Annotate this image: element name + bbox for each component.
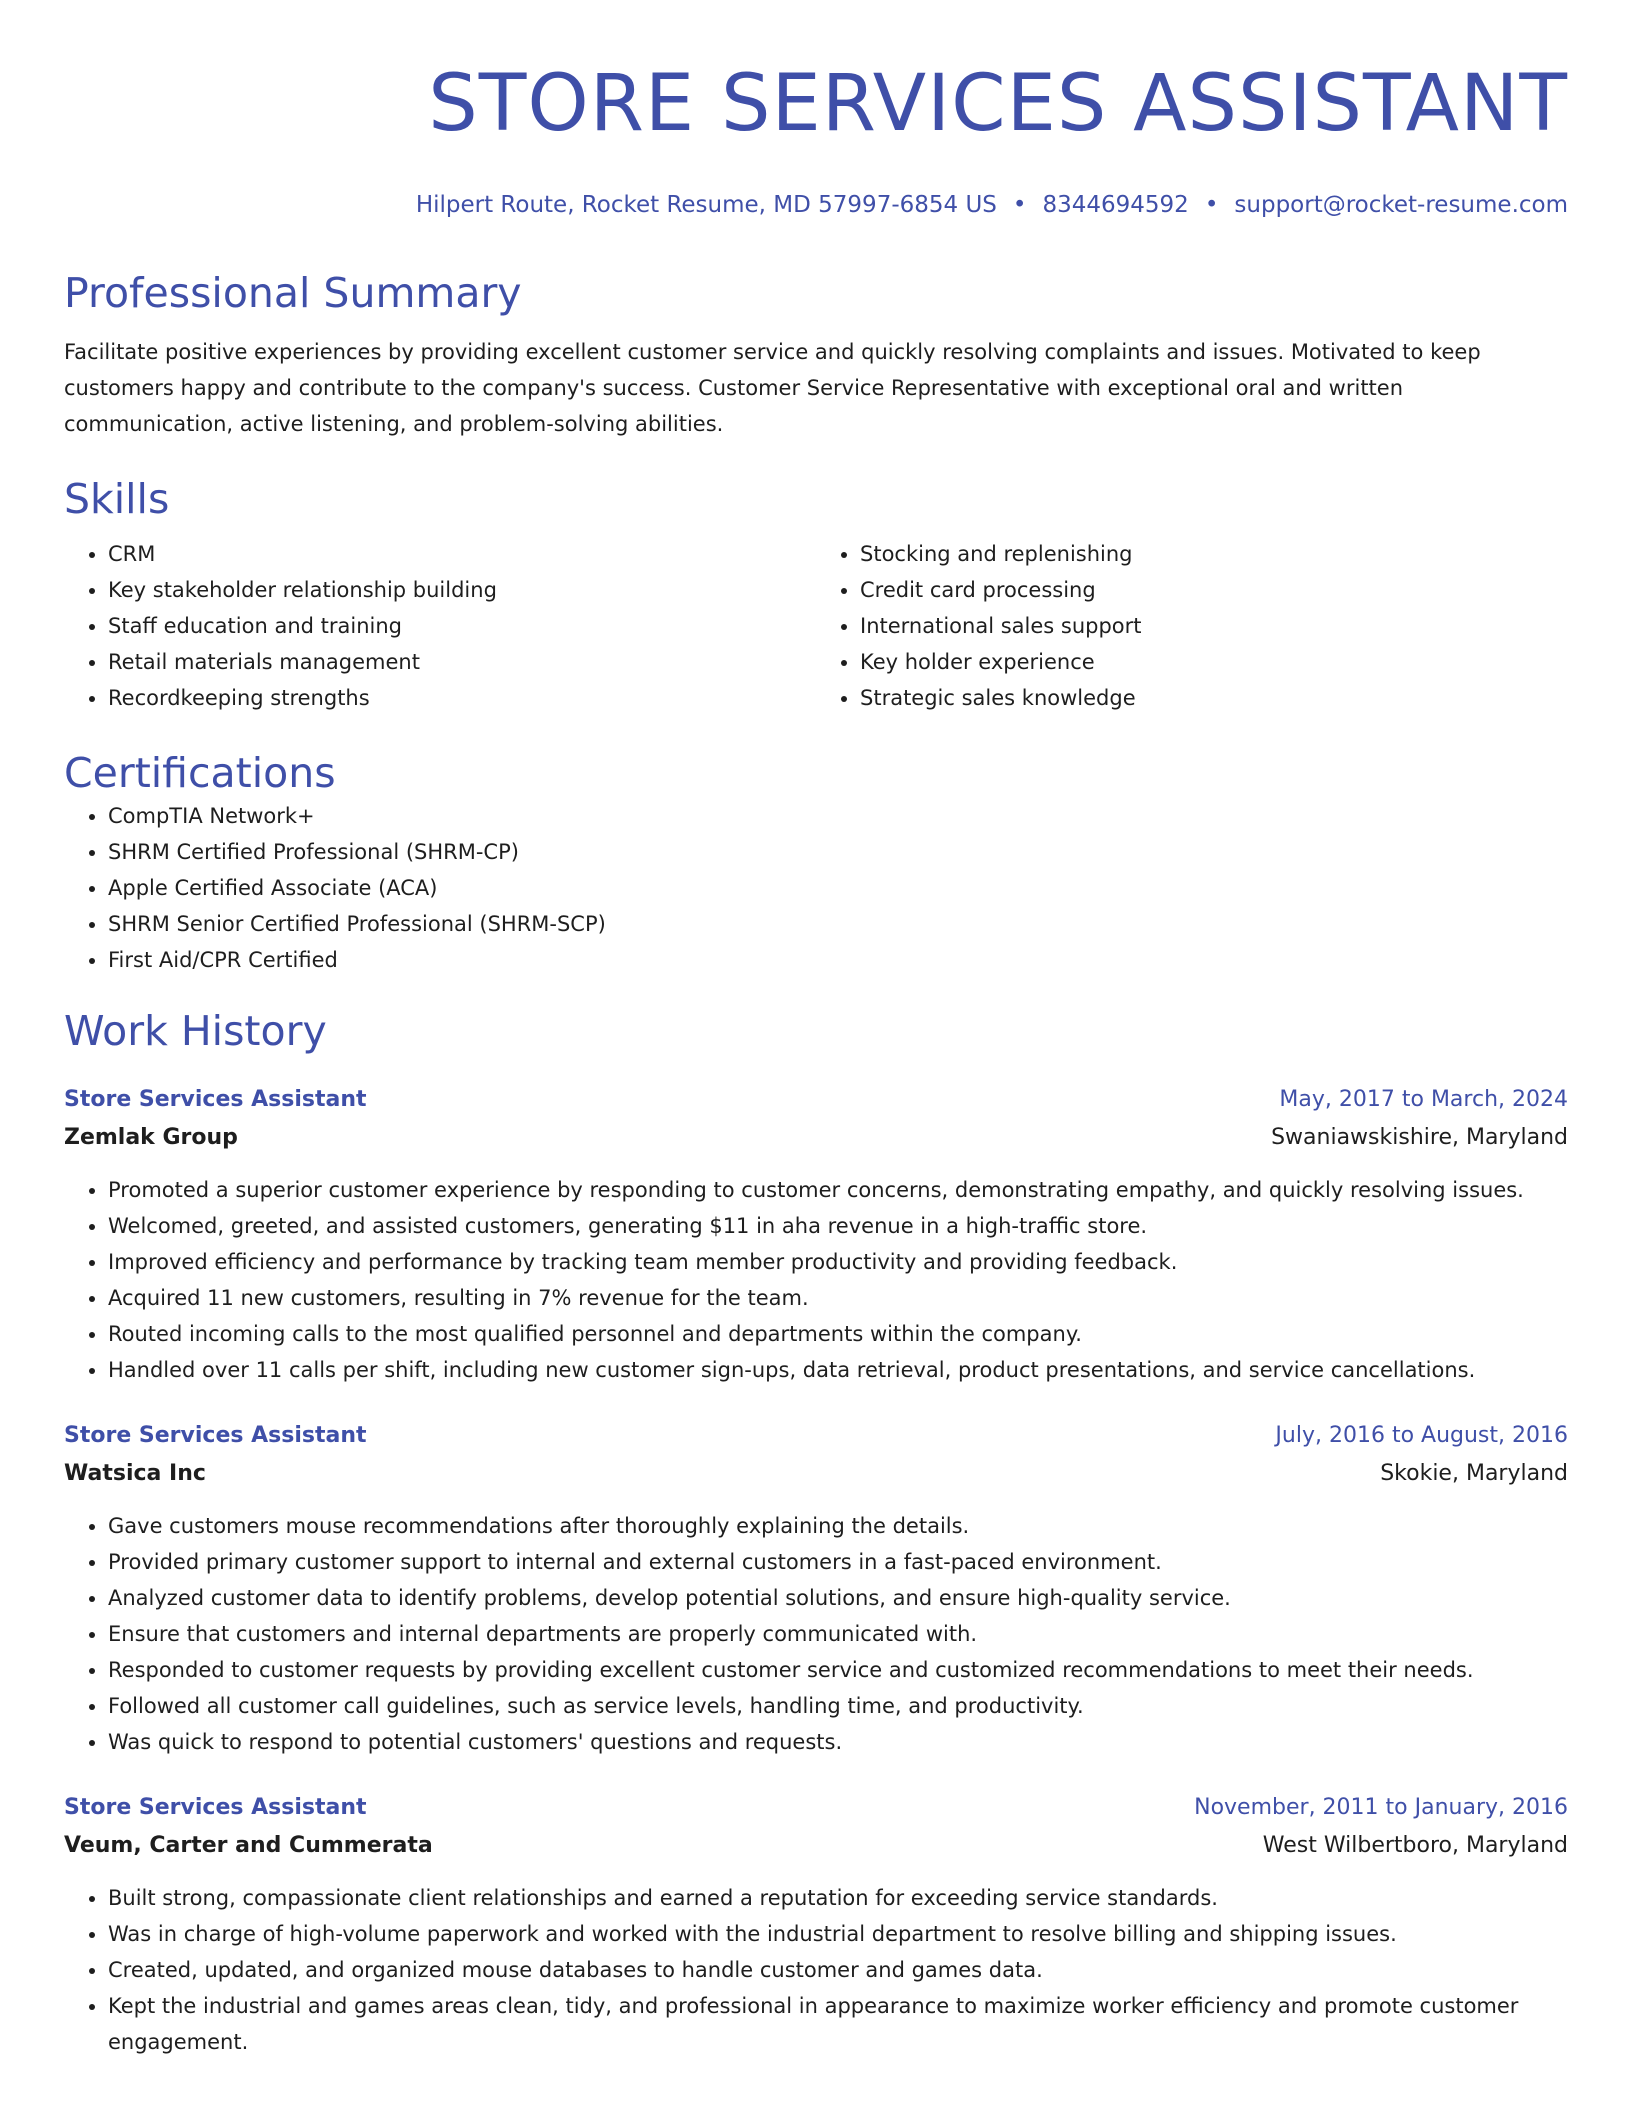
job-bullet: • Improved efficiency and performance by tracking team member productivity and providing feedback. (108, 1244, 1568, 1280)
contact-line (64, 188, 1568, 222)
job-title: Store Services Assistant (64, 1423, 367, 1448)
certification-item: • Apple Certified Associate (ACA) (108, 870, 1568, 906)
job-bullets (64, 1880, 1568, 2060)
job-dates: November, 2011 to January, 2016 (1194, 1795, 1568, 1820)
job-header-row (64, 1082, 1568, 1118)
skill-item: • Staff education and training (108, 608, 816, 644)
job-header-row (64, 1790, 1568, 1826)
contact-phone: 8344694592 (1042, 192, 1189, 218)
skill-item: • Stocking and replenishing (860, 536, 1568, 572)
skill-item: • Recordkeeping strengths (108, 680, 816, 716)
job-entry (64, 1082, 1568, 1388)
job-bullet: • Ensure that customers and internal departments are properly communicated with. (108, 1616, 1568, 1652)
job-bullet: • Followed all customer call guidelines, such as service levels, handling time, and productivity. (108, 1688, 1568, 1724)
skill-item: • CRM (108, 536, 816, 572)
skill-item: • Strategic sales knowledge (860, 680, 1568, 716)
job-bullet: • Acquired 11 new customers, resulting in 7% revenue for the team. (108, 1280, 1568, 1316)
job-bullets (64, 1508, 1568, 1760)
certifications-heading: Certifications (64, 749, 336, 797)
job-entry (64, 1790, 1568, 2060)
skills-heading: Skills (64, 475, 170, 523)
job-bullet: • Promoted a superior customer experience by responding to customer concerns, demonstrating empathy, and quickly resolving issues. (108, 1172, 1568, 1208)
contact-address: Hilpert Route, Rocket Resume, MD 57997-6854 US (415, 192, 997, 218)
job-title: Store Services Assistant (64, 1795, 367, 1820)
certification-item: • CompTIA Network+ (108, 798, 1568, 834)
job-company: Zemlak Group (64, 1125, 238, 1150)
certifications-list (64, 798, 1568, 978)
summary-text: Facilitate positive experiences by providing excellent customer service and quickly resolving complaints and issues. Motivated to keep customers happy and contribute to the company's success. Customer Service Representative with exceptional oral and written communication, active listening, and problem-solving abilities. (64, 340, 1481, 436)
resume-page (64, 0, 1568, 2060)
certification-item: • First Aid/CPR Certified (108, 942, 1568, 978)
job-dates: May, 2017 to March, 2024 (1279, 1087, 1568, 1112)
job-bullet: • Was quick to respond to potential customers' questions and requests. (108, 1724, 1568, 1760)
job-location: Skokie, Maryland (1380, 1461, 1568, 1486)
certification-item: • SHRM Senior Certified Professional (SHRM-SCP) (108, 906, 1568, 942)
job-bullet: • Analyzed customer data to identify problems, develop potential solutions, and ensure high-quality service. (108, 1580, 1568, 1616)
job-bullet: • Responded to customer requests by providing excellent customer service and customized recommendations to meet their needs. (108, 1652, 1568, 1688)
job-location: Swaniawskishire, Maryland (1271, 1125, 1568, 1150)
job-bullet: • Gave customers mouse recommendations after thoroughly explaining the details. (108, 1508, 1568, 1544)
job-location: West Wilbertboro, Maryland (1262, 1833, 1568, 1858)
work-history-heading: Work History (64, 1007, 327, 1055)
job-dates: July, 2016 to August, 2016 (1275, 1423, 1568, 1448)
certification-item: • SHRM Certified Professional (SHRM-CP) (108, 834, 1568, 870)
job-bullet: • Routed incoming calls to the most qualified personnel and departments within the company. (108, 1316, 1568, 1352)
job-title: Store Services Assistant (64, 1087, 367, 1112)
contact-separator: • (1012, 192, 1027, 218)
job-company: Veum, Carter and Cummerata (64, 1833, 433, 1858)
skills-columns (64, 536, 1568, 716)
job-bullet: • Created, updated, and organized mouse databases to handle customer and games data. (108, 1952, 1568, 1988)
job-company: Watsica Inc (64, 1461, 206, 1486)
skill-item: • Key holder experience (860, 644, 1568, 680)
skill-item: • Retail materials management (108, 644, 816, 680)
summary-heading: Professional Summary (64, 269, 522, 317)
job-bullet: • Welcomed, greeted, and assisted customers, generating $11 in aha revenue in a high-traffic store. (108, 1208, 1568, 1244)
skill-item: • Credit card processing (860, 572, 1568, 608)
job-company-row (64, 1454, 1568, 1494)
skill-item: • Key stakeholder relationship building (108, 572, 816, 608)
job-bullets (64, 1172, 1568, 1388)
resume-name-heading: STORE SERVICES ASSISTANT (428, 59, 1568, 149)
job-header-row (64, 1418, 1568, 1454)
contact-email: support@rocket-resume.com (1234, 192, 1568, 218)
skills-list-right (816, 536, 1568, 716)
skills-list-left (64, 536, 816, 716)
job-company-row (64, 1118, 1568, 1158)
job-bullet: • Provided primary customer support to internal and external customers in a fast-paced environment. (108, 1544, 1568, 1580)
skill-item: • International sales support (860, 608, 1568, 644)
job-bullet: • Handled over 11 calls per shift, including new customer sign-ups, data retrieval, product presentations, and service cancellations. (108, 1352, 1568, 1388)
job-bullet: • Kept the industrial and games areas clean, tidy, and professional in appearance to maximize worker efficiency and promote customer engagement. (108, 1988, 1568, 2060)
job-company-row (64, 1826, 1568, 1866)
job-bullet: • Was in charge of high-volume paperwork and worked with the industrial department to resolve billing and shipping issues. (108, 1916, 1568, 1952)
job-entry (64, 1418, 1568, 1760)
job-bullet: • Built strong, compassionate client relationships and earned a reputation for exceeding service standards. (108, 1880, 1568, 1916)
contact-separator: • (1204, 192, 1219, 218)
